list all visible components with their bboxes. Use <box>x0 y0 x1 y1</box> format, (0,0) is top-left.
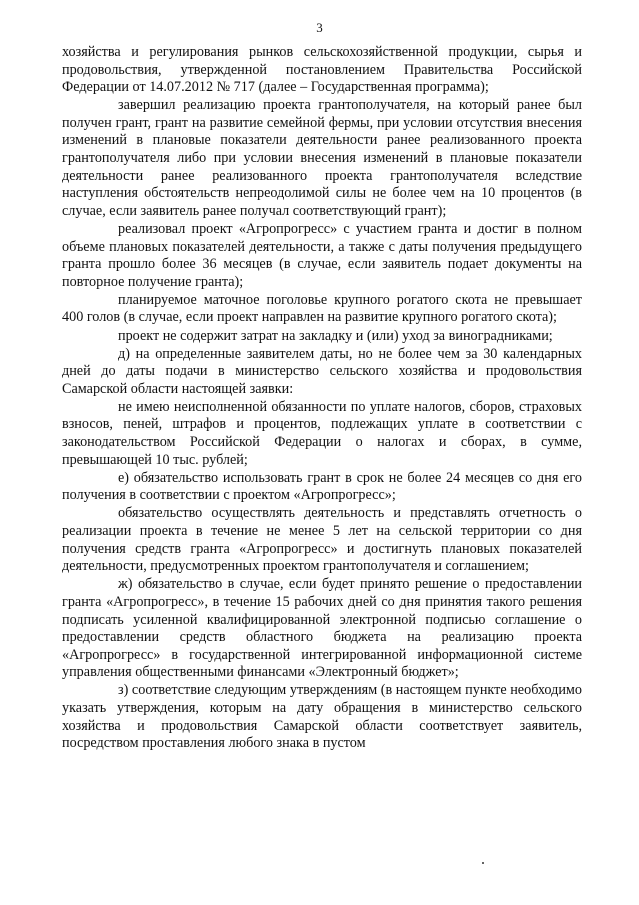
page-number: 3 <box>316 20 323 35</box>
paragraph-livestock-limit: планируемое маточное поголовье крупного рогатого скота не превышает 400 голов (в случае, если проект направлен на развитие крупного рогатого скота); <box>62 291 582 326</box>
scan-speck <box>482 862 484 864</box>
paragraph-agroprogress-realized: реализовал проект «Агропрогресс» с участием гранта и достиг в полном объеме плановых показателей деятельности, а также с даты получения предыдущего гранта прошло более 36 месяцев (в случае, если заявитель подает документы на повторное получение гранта); <box>62 220 582 290</box>
paragraph-completed-project: завершил реализацию проекта грантополучателя, на который ранее был получен грант, грант на развитие семейной фермы, при условии отсутствия внесения изменений в плановые показатели деятельности ранее реализованного проекта грантополучателя либо при условии внесения изменений в плановые показатели деятельности ранее реализованного проекта грантополучателя вследствие наступления обстоятельств непреодолимой силы не более чем на 10 процентов (в случае, если заявитель ранее получал соответствующий грант); <box>62 97 582 219</box>
document-body <box>62 44 582 753</box>
paragraph-item-d: д) на определенные заявителем даты, но не более чем за 30 календарных дней до даты подачи в министерство сельского хозяйства и продовольствия Самарской области настоящей заявки: <box>62 345 582 397</box>
paragraph-no-tax-debt: не имею неисполненной обязанности по уплате налогов, сборов, страховых взносов, пеней, штрафов и процентов, подлежащих уплате в соответствии с законодательством Российской Федерации о налогах и сборах, в сумме, превышающей 10 тыс. рублей; <box>62 398 582 468</box>
paragraph-program-continuation: хозяйства и регулирования рынков сельскохозяйственной продукции, сырья и продовольствия, утвержденной постановлением Правительства Российской Федерации от 14.07.2012 № 717 (далее – Государственная программа); <box>62 44 582 96</box>
paragraph-reporting-obligation: обязательство осуществлять деятельность и представлять отчетность о реализации проекта в течение не менее 5 лет на сельской территории со дня получения средств гранта «Агропрогресс» и достигнуть плановых показателей деятельности, предусмотренных проектом грантополучателя и соглашением; <box>62 505 582 575</box>
paragraph-item-e: е) обязательство использовать грант в срок не более 24 месяцев со дня его получения в соответствии с проектом «Агропрогресс»; <box>62 469 582 504</box>
paragraph-vineyards: проект не содержит затрат на закладку и (или) уход за виноградниками; <box>118 327 553 344</box>
paragraph-item-z: з) соответствие следующим утверждениям (в настоящем пункте необходимо указать утверждения, которым на дату обращения в министерство сельского хозяйства и продовольствия Самарской области соответствует заявитель, посредством проставления любого знака в пустом <box>62 682 582 752</box>
paragraph-item-zh: ж) обязательство в случае, если будет принято решение о предоставлении гранта «Агропрогресс», в течение 15 рабочих дней со дня принятия такого решения подписать усиленной квалифицированной электронной подписью соглашение о предоставлении средств областного бюджета на реализацию проекта «Агропрогресс» в государственной интегрированной информационной системе управления общественными финансами «Электронный бюджет»; <box>62 576 582 681</box>
